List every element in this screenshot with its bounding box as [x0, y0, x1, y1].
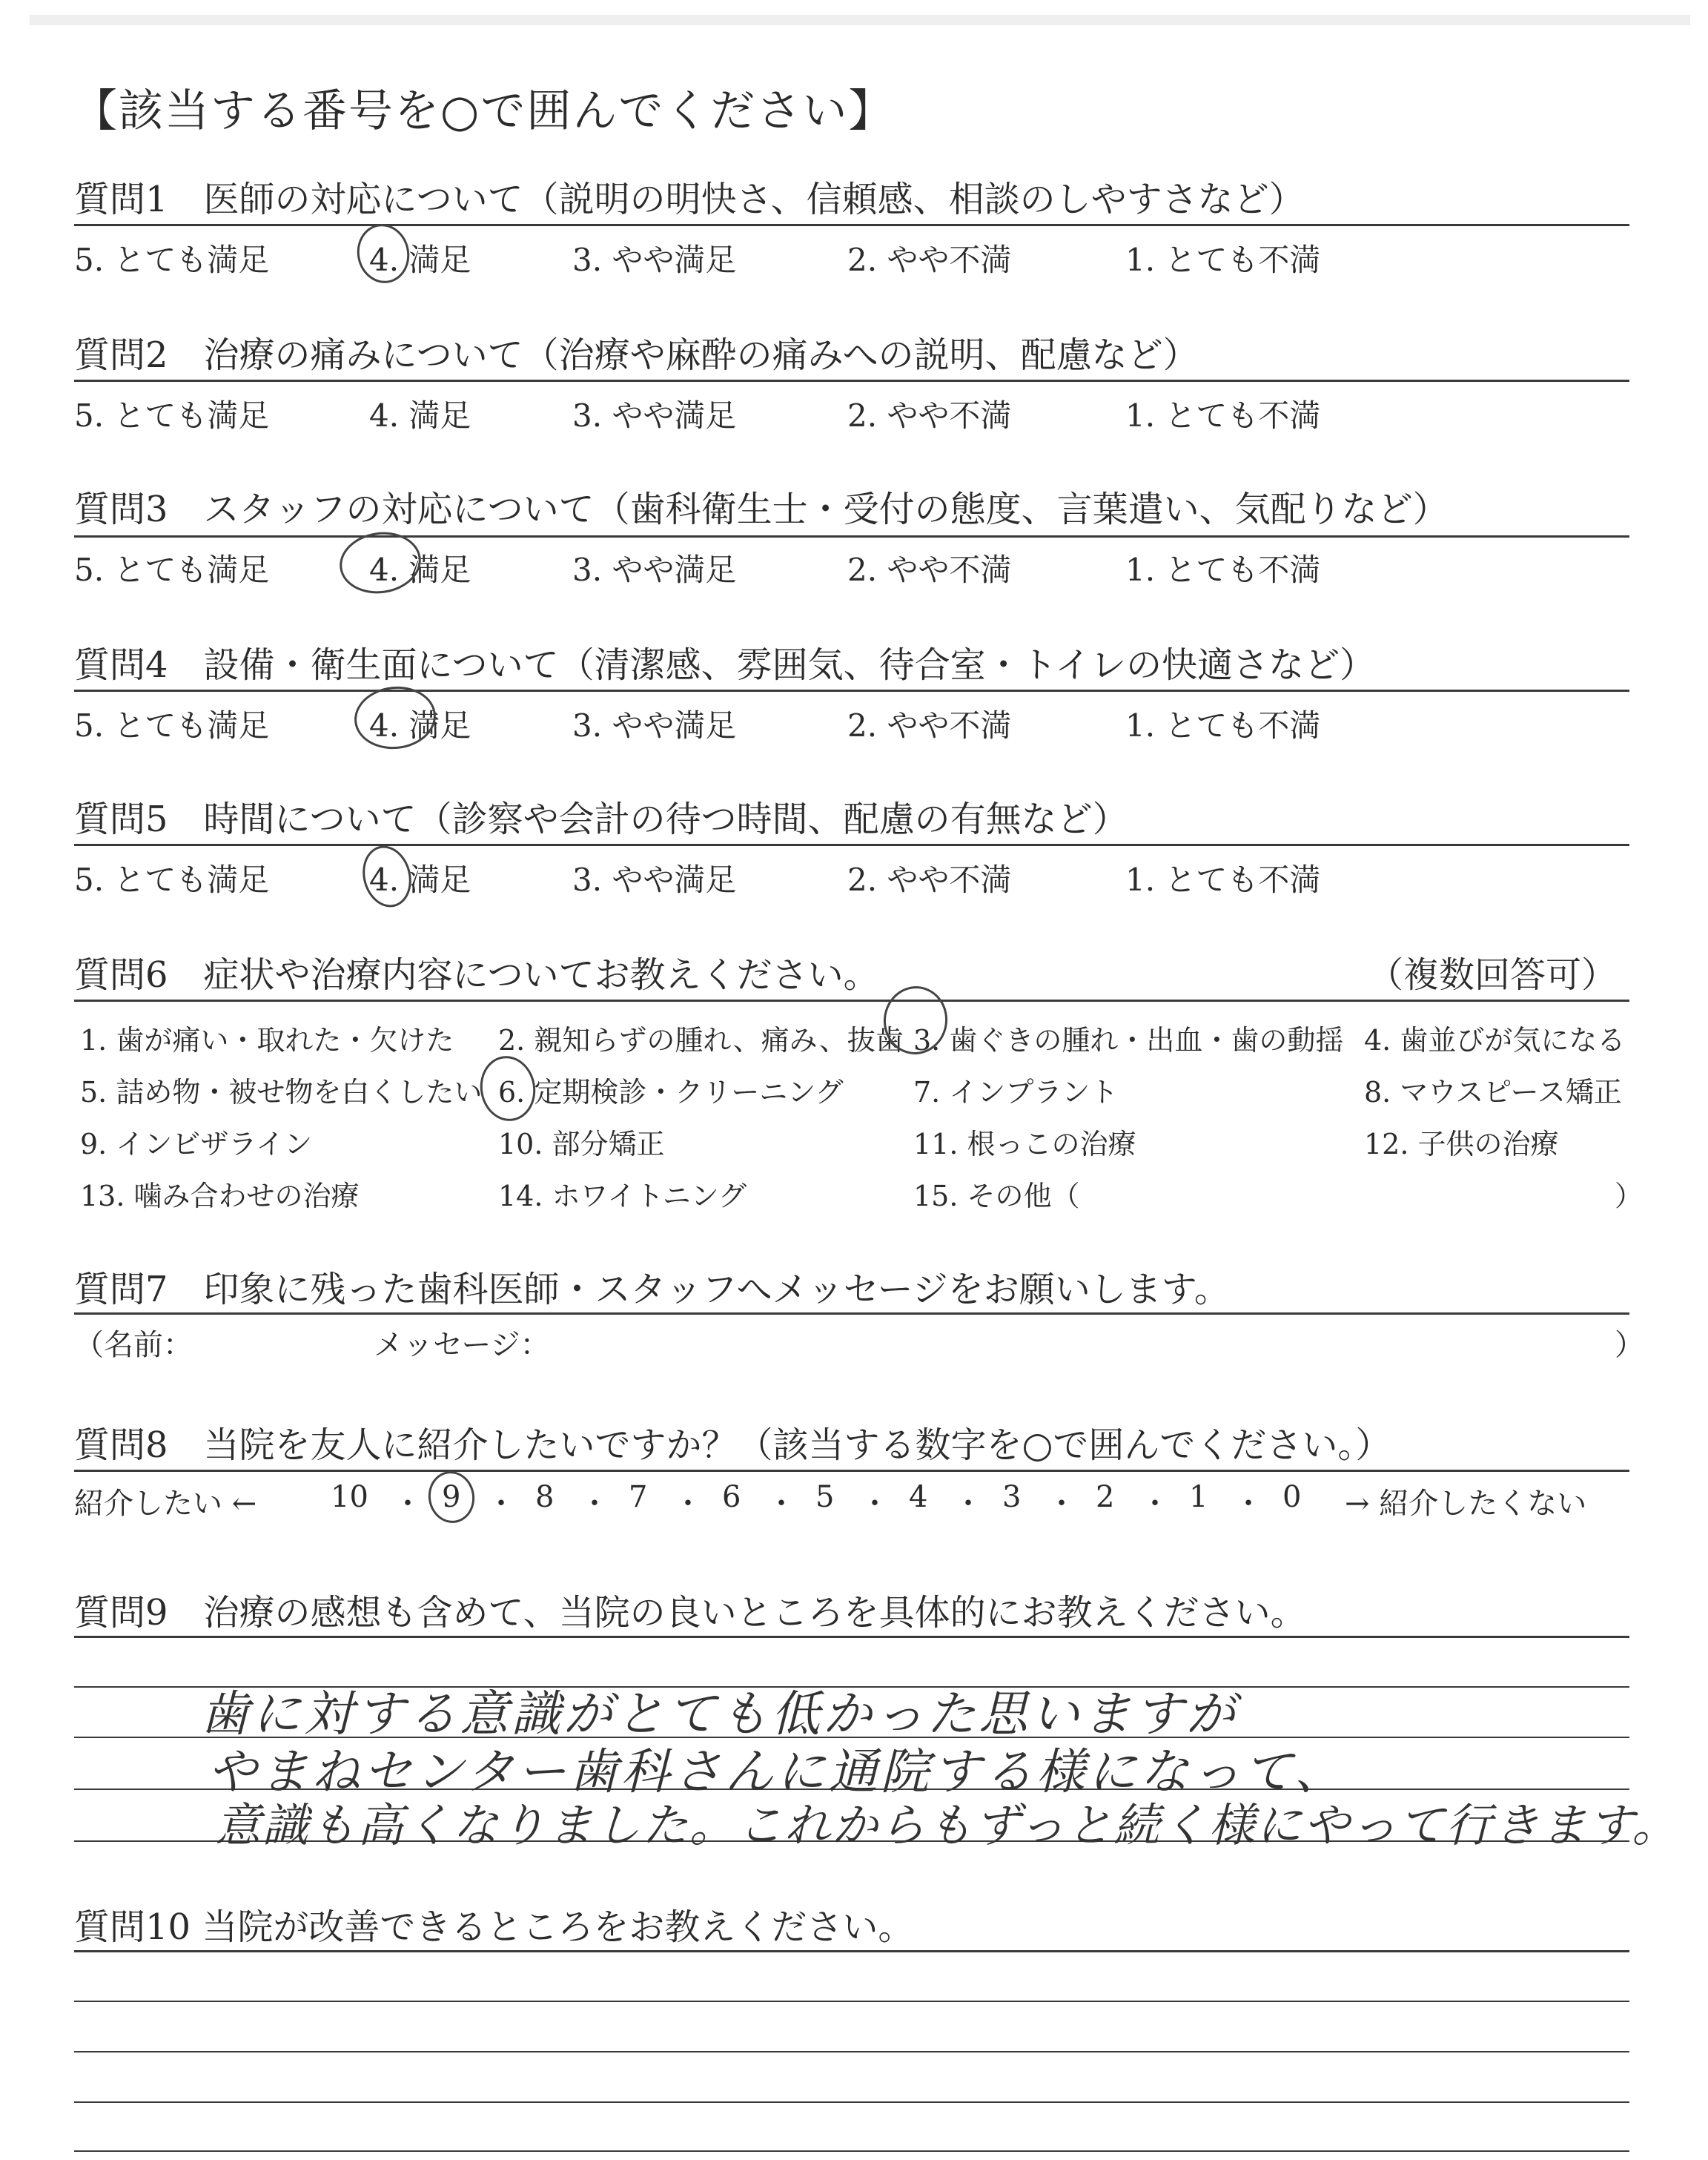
q8-scale-6[interactable]: 6: [722, 1480, 741, 1514]
q3-option-4[interactable]: 4. 満足: [369, 552, 471, 588]
q1-option-2[interactable]: 2. やや不満: [847, 242, 1012, 278]
q8-right-label: → 紹介したくない: [1345, 1487, 1587, 1521]
q2-option-4[interactable]: 4. 満足: [369, 397, 471, 434]
q6-option-1[interactable]: 1. 歯が痛い・取れた・欠けた: [80, 1024, 454, 1057]
q8-sep: ・: [673, 1487, 703, 1521]
q3-option-5[interactable]: 5. とても満足: [74, 552, 270, 588]
q5-option-4[interactable]: 4. 満足: [369, 862, 471, 898]
q5-option-1[interactable]: 1. とても不満: [1125, 862, 1321, 898]
q7-name-label: （名前：: [74, 1328, 193, 1362]
q6-title: 質問6 症状や治療内容についてお教えください。: [74, 954, 879, 996]
q7-message-label: メッセージ：: [374, 1328, 550, 1362]
q8-sep: ・: [1140, 1487, 1170, 1521]
q6-option-6[interactable]: 6. 定期検診・クリーニング: [498, 1076, 844, 1109]
q2-option-3[interactable]: 3. やや満足: [572, 397, 737, 434]
q8-scale-9[interactable]: 9: [442, 1480, 461, 1514]
q3-option-3[interactable]: 3. やや満足: [572, 552, 737, 588]
q8-scale-10[interactable]: 10: [331, 1480, 368, 1514]
q9-title: 質問9 治療の感想も含めて、当院の良いところを具体的にお教えください。: [74, 1592, 1306, 1634]
q10-answer-line: [74, 2051, 1629, 2052]
q6-option-12[interactable]: 12. 子供の治療: [1364, 1128, 1559, 1160]
q6-rule: [74, 1000, 1629, 1002]
q6-option-3[interactable]: 3. 歯ぐきの腫れ・出血・歯の動揺: [913, 1024, 1344, 1057]
q3-option-1[interactable]: 1. とても不満: [1125, 552, 1321, 588]
q5-option-2[interactable]: 2. やや不満: [847, 862, 1012, 898]
q8-selection-mark: [424, 1467, 478, 1527]
q8-sep: ・: [953, 1487, 983, 1521]
q2-option-5[interactable]: 5. とても満足: [74, 397, 270, 434]
q8-scale-0[interactable]: 0: [1282, 1480, 1302, 1514]
q5-option-3[interactable]: 3. やや満足: [572, 862, 737, 898]
q4-rule: [74, 690, 1629, 692]
q1-title: 質問1 医師の対応について（説明の明快さ、信頼感、相談のしやすさなど）: [74, 179, 1305, 220]
q10-title: 質問10 当院が改善できるところをお教えください。: [74, 1906, 914, 1948]
q8-scale-4[interactable]: 4: [909, 1480, 928, 1514]
q8-scale-5[interactable]: 5: [815, 1480, 835, 1514]
q8-scale-3[interactable]: 3: [1002, 1480, 1022, 1514]
q8-scale-8[interactable]: 8: [535, 1480, 555, 1514]
q7-title: 質問7 印象に残った歯科医師・スタッフへメッセージをお願いします。: [74, 1269, 1230, 1310]
q4-title: 質問4 設備・衛生面について（清潔感、雰囲気、待合室・トイレの快適さなど）: [74, 644, 1376, 686]
q6-option-8[interactable]: 8. マウスピース矯正: [1364, 1076, 1622, 1109]
q3-rule: [74, 535, 1629, 538]
page-heading: 【該当する番号を○で囲んでください】: [73, 85, 895, 137]
q4-option-2[interactable]: 2. やや不満: [847, 707, 1012, 744]
q8-scale-1[interactable]: 1: [1189, 1480, 1208, 1514]
q10-rule: [74, 1950, 1629, 1952]
q1-rule: [74, 224, 1629, 226]
q6-option-2[interactable]: 2. 親知らずの腫れ、痛み、抜歯: [498, 1024, 904, 1057]
q2-option-1[interactable]: 1. とても不満: [1125, 397, 1321, 434]
q8-sep: ・: [1234, 1487, 1263, 1521]
q6-option-7[interactable]: 7. インプラント: [913, 1076, 1119, 1109]
q6-option-11[interactable]: 11. 根っこの治療: [913, 1128, 1136, 1160]
q8-sep: ・: [486, 1487, 516, 1521]
q8-sep: ・: [860, 1487, 890, 1521]
q8-sep: ・: [1047, 1487, 1076, 1521]
q1-option-4[interactable]: 4. 満足: [369, 242, 471, 278]
q5-selection-mark: [356, 840, 418, 913]
q6-option-13[interactable]: 13. 噛み合わせの治療: [80, 1180, 360, 1212]
q9-handwritten-line-1: 歯に対する意識がとても低かった思いますが: [200, 1685, 1238, 1743]
q8-left-label: 紹介したい ←: [74, 1487, 257, 1521]
q3-title: 質問3 スタッフの対応について（歯科衛生士・受付の態度、言葉遣い、気配りなど）: [74, 489, 1449, 530]
q2-option-2[interactable]: 2. やや不満: [847, 397, 1012, 434]
q9-handwritten-line-2: やまねセンター歯科さんに通院する様になって、: [208, 1743, 1347, 1800]
q7-rule: [74, 1312, 1629, 1315]
q6-option-15[interactable]: 15. その他（: [913, 1180, 1080, 1212]
q2-rule: [74, 380, 1629, 382]
q8-scale-2[interactable]: 2: [1096, 1480, 1115, 1514]
q1-option-5[interactable]: 5. とても満足: [74, 242, 270, 278]
q4-option-4[interactable]: 4. 満足: [369, 707, 471, 744]
q4-option-5[interactable]: 5. とても満足: [74, 707, 270, 744]
q1-option-3[interactable]: 3. やや満足: [572, 242, 737, 278]
q4-option-3[interactable]: 3. やや満足: [572, 707, 737, 744]
q10-answer-line: [74, 2001, 1629, 2002]
q8-rule: [74, 1470, 1629, 1472]
q7-close-paren: ）: [1615, 1328, 1644, 1362]
q6-option-4[interactable]: 4. 歯並びが気になる: [1364, 1024, 1626, 1057]
q5-option-5[interactable]: 5. とても満足: [74, 862, 270, 898]
q6-option-14[interactable]: 14. ホワイトニング: [498, 1180, 747, 1212]
q10-answer-line: [74, 2150, 1629, 2152]
q10-answer-line: [74, 2101, 1629, 2103]
q9-rule: [74, 1636, 1629, 1638]
q8-sep: ・: [767, 1487, 796, 1521]
q8-title: 質問8 当院を友人に紹介したいですか？（該当する数字を○で囲んでください。）: [74, 1424, 1391, 1466]
q6-option-5[interactable]: 5. 詰め物・被せ物を白くしたい: [80, 1076, 483, 1109]
q5-title: 質問5 時間について（診察や会計の待つ時間、配慮の有無など）: [74, 799, 1128, 840]
q8-sep: ・: [580, 1487, 609, 1521]
q6-option-9[interactable]: 9. インビザライン: [80, 1128, 313, 1160]
q1-option-1[interactable]: 1. とても不満: [1125, 242, 1321, 278]
q8-sep: ・: [393, 1487, 423, 1521]
q8-scale-7[interactable]: 7: [629, 1480, 648, 1514]
scan-edge: [30, 15, 1690, 25]
q6-selection-mark-6: [475, 1051, 540, 1126]
q4-option-1[interactable]: 1. とても不満: [1125, 707, 1321, 744]
q3-option-2[interactable]: 2. やや不満: [847, 552, 1012, 588]
q5-rule: [74, 844, 1629, 846]
q6-other-close-paren: ）: [1615, 1180, 1644, 1212]
q6-option-10[interactable]: 10. 部分矯正: [498, 1128, 665, 1160]
q6-note: （複数回答可）: [1368, 954, 1618, 996]
q9-handwritten-line-3: 意識も高くなりました。これからもずっと続く様にやって行きます。: [215, 1798, 1680, 1852]
q2-title: 質問2 治療の痛みについて（治療や麻酔の痛みへの説明、配慮など）: [74, 334, 1199, 376]
